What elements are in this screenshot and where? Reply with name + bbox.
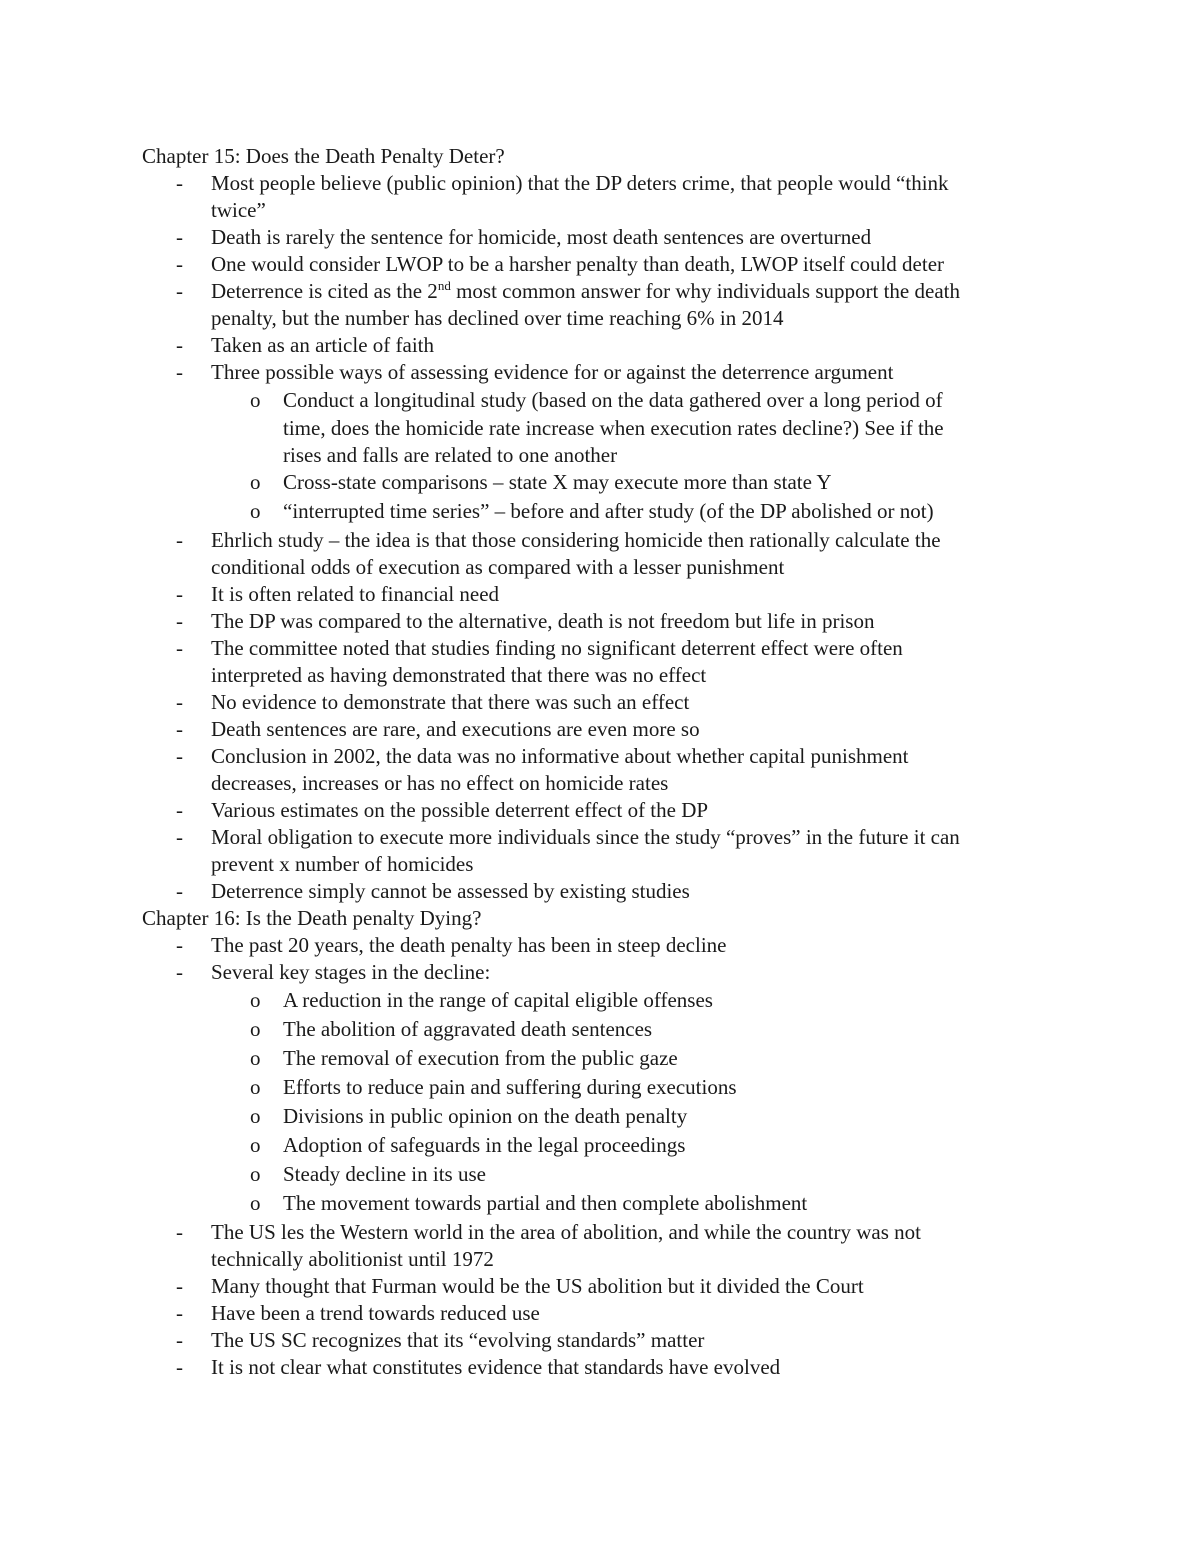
dash-marker: - (176, 528, 183, 552)
list-item: Conclusion in 2002, the data was no informative about whether capital punishment (211, 744, 909, 768)
dash-marker: - (176, 252, 183, 276)
sub-list-item-continuation: rises and falls are related to one another (283, 443, 618, 467)
dash-marker: - (176, 171, 183, 195)
bullet-marker: o (250, 470, 261, 494)
sub-list-item: The removal of execution from the public gaze (283, 1046, 678, 1070)
list-item-continuation: decreases, increases or has no effect on homicide rates (211, 771, 669, 795)
sub-list-item: The movement towards partial and then complete abolishment (283, 1191, 808, 1215)
dash-marker: - (176, 333, 183, 357)
dash-marker: - (176, 1274, 183, 1298)
dash-marker: - (176, 1355, 183, 1379)
dash-marker: - (176, 744, 183, 768)
sub-list-item: The abolition of aggravated death sentences (283, 1017, 653, 1041)
bullet-marker: o (250, 1104, 261, 1128)
sub-list-item-continuation: time, does the homicide rate increase when execution rates decline?) See if the (283, 416, 944, 440)
dash-marker: - (176, 582, 183, 606)
sub-list-item: Efforts to reduce pain and suffering during executions (283, 1075, 737, 1099)
list-item: The past 20 years, the death penalty has been in steep decline (211, 933, 727, 957)
list-item: It is not clear what constitutes evidence that standards have evolved (211, 1355, 781, 1379)
list-item: Various estimates on the possible deterrent effect of the DP (211, 798, 709, 822)
list-item: The committee noted that studies finding no significant deterrent effect were often (211, 636, 903, 660)
chapter-15-heading: Chapter 15: Does the Death Penalty Deter? (142, 144, 505, 168)
sub-list-item: Adoption of safeguards in the legal proceedings (283, 1133, 686, 1157)
bullet-marker: o (250, 988, 261, 1012)
dash-marker: - (176, 1328, 183, 1352)
list-item: Deterrence is cited as the 2nd most common answer for why individuals support the death (211, 278, 960, 303)
list-item: Death is rarely the sentence for homicide, most death sentences are overturned (211, 225, 872, 249)
dash-marker: - (176, 690, 183, 714)
list-item: Death sentences are rare, and executions are even more so (211, 717, 700, 741)
dash-marker: - (176, 279, 183, 303)
list-item-continuation: twice” (211, 198, 266, 222)
sub-list-item: A reduction in the range of capital eligible offenses (283, 988, 713, 1012)
bullet-marker: o (250, 1046, 261, 1070)
bullet-marker: o (250, 1133, 261, 1157)
bullet-marker: o (250, 1075, 261, 1099)
dash-marker: - (176, 825, 183, 849)
list-item-continuation: conditional odds of execution as compared with a lesser punishment (211, 555, 785, 579)
sub-list-item: “interrupted time series” – before and after study (of the DP abolished or not) (283, 499, 934, 523)
bullet-marker: o (250, 1191, 261, 1215)
list-item: Ehrlich study – the idea is that those considering homicide then rationally calculate the (211, 528, 941, 552)
dash-marker: - (176, 798, 183, 822)
list-item: The US les the Western world in the area of abolition, and while the country was not (211, 1220, 921, 1244)
bullet-marker: o (250, 1017, 261, 1041)
bullet-marker: o (250, 388, 261, 412)
list-item-continuation: prevent x number of homicides (211, 852, 474, 876)
dash-marker: - (176, 1220, 183, 1244)
list-item-continuation: technically abolitionist until 1972 (211, 1247, 494, 1271)
list-item: Three possible ways of assessing evidence for or against the deterrence argument (211, 360, 894, 384)
list-item: Most people believe (public opinion) that the DP deters crime, that people would “think (211, 171, 949, 195)
list-item: The DP was compared to the alternative, death is not freedom but life in prison (211, 609, 875, 633)
sub-list-item: Cross-state comparisons – state X may execute more than state Y (283, 470, 832, 494)
list-item-continuation: interpreted as having demonstrated that there was no effect (211, 663, 707, 687)
bullet-marker: o (250, 499, 261, 523)
list-item: Moral obligation to execute more individuals since the study “proves” in the future it can (211, 825, 960, 849)
dash-marker: - (176, 960, 183, 984)
list-item: The US SC recognizes that its “evolving standards” matter (211, 1328, 705, 1352)
dash-marker: - (176, 717, 183, 741)
list-item: Deterrence simply cannot be assessed by existing studies (211, 879, 690, 903)
list-item: One would consider LWOP to be a harsher penalty than death, LWOP itself could deter (211, 252, 945, 276)
dash-marker: - (176, 879, 183, 903)
list-item: Taken as an article of faith (211, 333, 435, 357)
sub-list-item: Divisions in public opinion on the death penalty (283, 1104, 688, 1128)
list-item-continuation: penalty, but the number has declined over time reaching 6% in 2014 (211, 306, 784, 330)
dash-marker: - (176, 636, 183, 660)
dash-marker: - (176, 1301, 183, 1325)
list-item: No evidence to demonstrate that there was such an effect (211, 690, 690, 714)
list-item: Several key stages in the decline: (211, 960, 491, 984)
list-item: Many thought that Furman would be the US abolition but it divided the Court (211, 1274, 864, 1298)
dash-marker: - (176, 933, 183, 957)
dash-marker: - (176, 360, 183, 384)
list-item: It is often related to financial need (211, 582, 500, 606)
list-item: Have been a trend towards reduced use (211, 1301, 540, 1325)
chapter-16-heading: Chapter 16: Is the Death penalty Dying? (142, 906, 482, 930)
dash-marker: - (176, 609, 183, 633)
bullet-marker: o (250, 1162, 261, 1186)
dash-marker: - (176, 225, 183, 249)
sub-list-item: Steady decline in its use (283, 1162, 486, 1186)
sub-list-item: Conduct a longitudinal study (based on the data gathered over a long period of (283, 388, 943, 412)
